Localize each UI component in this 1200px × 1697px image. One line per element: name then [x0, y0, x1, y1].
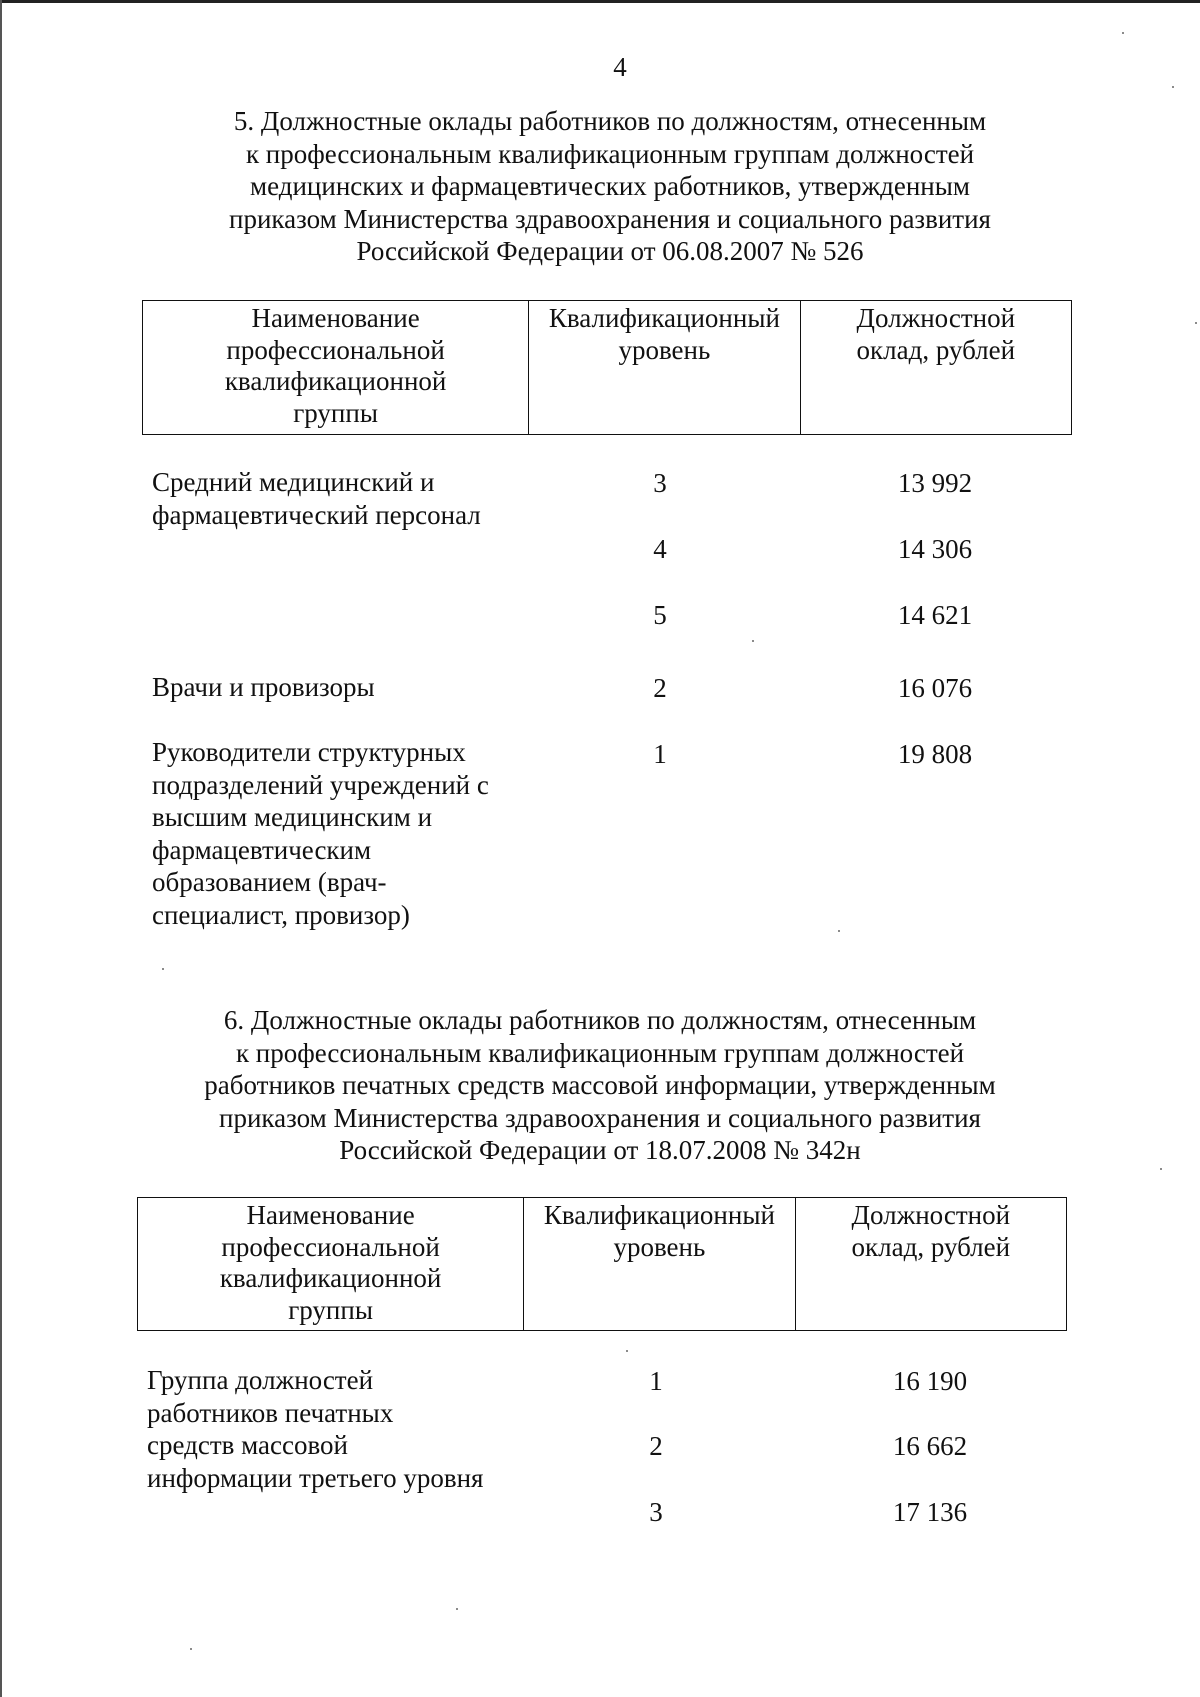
group-name-press [147, 1364, 483, 1494]
heading-line: Российской Федерации от 06.08.2007 № 526 [356, 236, 864, 266]
scan-speck [162, 968, 164, 970]
header-line: Наименование [251, 303, 420, 333]
salary-value: 17 136 [892, 1497, 968, 1527]
group-name-line: работников печатных [147, 1397, 394, 1428]
level-value: 1 [649, 1366, 663, 1396]
scan-speck [1160, 1168, 1162, 1170]
column-header-group [143, 301, 528, 434]
header-line: Квалификационный [543, 1200, 775, 1230]
salary-value: 16 662 [892, 1431, 968, 1461]
group-name-line: Врачи и провизоры [152, 672, 375, 702]
scan-speck [456, 1608, 458, 1610]
salary-value: 19 808 [897, 739, 973, 769]
header-line: группы [293, 397, 378, 428]
group-name-line: фармацевтическим [152, 834, 372, 865]
group-name-line: подразделений учреждений с [152, 769, 489, 800]
header-line: оклад, рублей [851, 1231, 1011, 1262]
salary-value: 16 190 [892, 1366, 968, 1396]
scan-speck [838, 930, 840, 932]
salary-value: 14 306 [897, 534, 973, 564]
group-name-line: Группа должностей [147, 1365, 374, 1395]
header-line: Должностной [856, 303, 1016, 333]
header-line: профессиональной [226, 334, 445, 365]
column-header-salary [795, 1198, 1066, 1330]
heading-line: приказом Министерства здравоохранения и социального развития [219, 1102, 981, 1133]
scan-left-border [0, 0, 2, 1697]
level-value: 4 [653, 534, 667, 564]
heading-line: приказом Министерства здравоохранения и социального развития [229, 203, 991, 234]
heading-line: медицинских и фармацевтических работников, утвержденным [250, 171, 970, 201]
section-6-heading [150, 1004, 1050, 1167]
header-line: уровень [618, 334, 711, 365]
scan-speck [1122, 32, 1124, 34]
heading-line: 5. Должностные оклады работников по должностям, отнесенным [233, 106, 987, 136]
header-line: квалификационной [224, 366, 447, 396]
scan-speck [1195, 322, 1197, 324]
header-line: профессиональной [221, 1231, 440, 1262]
table-6-header [137, 1197, 1067, 1331]
scan-speck [190, 1648, 192, 1650]
scan-top-border [0, 0, 1200, 3]
level-value: 1 [653, 739, 667, 769]
page-number: 4 [613, 52, 627, 82]
group-name-line: специалист, провизор) [152, 899, 410, 930]
group-name-line: Средний медицинский и [152, 467, 435, 497]
header-line: Квалификационный [548, 303, 780, 333]
group-name-nursing [152, 466, 481, 531]
level-value: 2 [649, 1431, 663, 1461]
scan-speck [626, 1350, 628, 1352]
level-value: 3 [649, 1497, 663, 1527]
heading-line: к профессиональным квалификационным группам должностей [245, 138, 975, 169]
header-line: оклад, рублей [856, 334, 1016, 365]
heading-line: Российской Федерации от 18.07.2008 № 342н [339, 1135, 861, 1165]
group-name-line: средств массовой [147, 1430, 348, 1460]
header-line: Должностной [851, 1200, 1011, 1230]
salary-value: 13 992 [897, 468, 973, 498]
header-line: Наименование [246, 1200, 415, 1230]
column-header-level [528, 301, 799, 434]
header-line: уровень [613, 1231, 706, 1262]
column-header-group [138, 1198, 523, 1330]
table-5-header [142, 300, 1072, 435]
header-line: квалификационной [219, 1263, 442, 1293]
heading-line: работников печатных средств массовой информации, утвержденным [204, 1070, 996, 1100]
column-header-salary [800, 301, 1071, 434]
heading-line: 6. Должностные оклады работников по должностям, отнесенным [223, 1005, 977, 1035]
level-value: 3 [653, 468, 667, 498]
group-name-doctors [152, 671, 375, 704]
group-name-line: образованием (врач- [152, 867, 387, 897]
level-value: 2 [653, 673, 667, 703]
header-line: группы [288, 1294, 373, 1325]
salary-value: 14 621 [897, 600, 973, 630]
group-name-line: информации третьего уровня [147, 1462, 484, 1493]
column-header-level [523, 1198, 794, 1330]
group-name-heads [152, 736, 489, 931]
group-name-line: высшим медицинским и [152, 802, 433, 832]
group-name-line: Руководители структурных [152, 737, 466, 767]
section-5-heading [160, 105, 1060, 268]
heading-line: к профессиональным квалификационным группам должностей [235, 1037, 965, 1068]
group-name-line: фармацевтический персонал [152, 499, 481, 530]
level-value: 5 [653, 600, 667, 630]
salary-value: 16 076 [897, 673, 973, 703]
scan-speck [1172, 86, 1174, 88]
scan-speck [752, 640, 754, 642]
